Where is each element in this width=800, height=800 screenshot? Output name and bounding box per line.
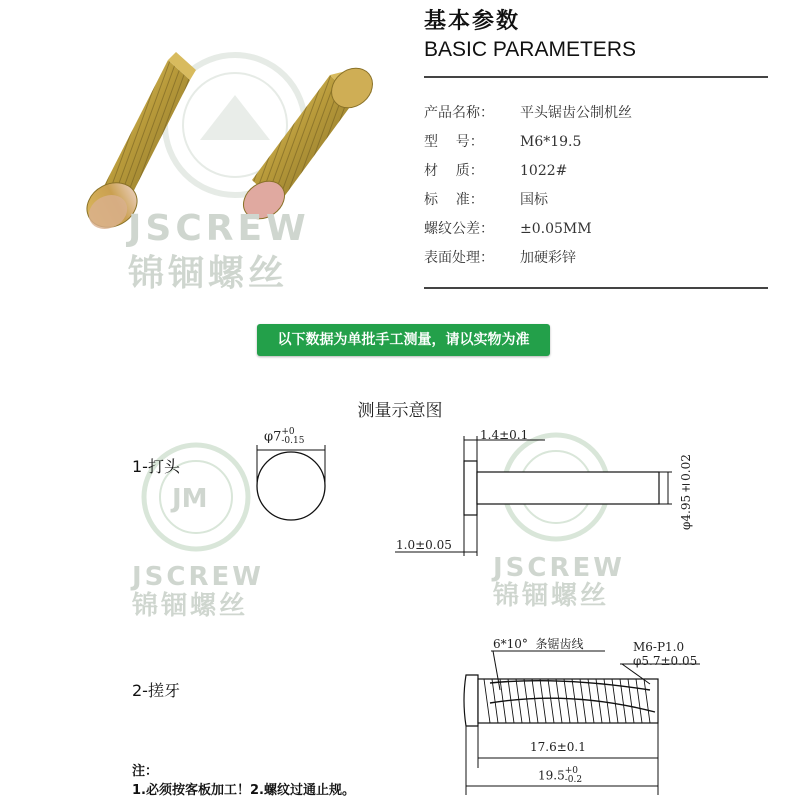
param-row-name [424,102,632,124]
param-value: M6*19.5 [520,134,582,150]
step-2-label: 2-搓牙 [132,681,180,700]
param-label: 产品名称： [424,105,494,121]
product-photo [79,52,380,294]
shank-diameter-dim: φ4.95±0.02 [679,454,693,530]
photo-watermark-en: JSCREW [128,208,310,249]
head-offset-dim: 1.0±0.05 [396,538,452,552]
wm-logo-letters: JM [172,484,208,514]
diagram-title: 测量示意图 [357,401,443,421]
total-length-dim [538,767,582,785]
param-value: ±0.05MM [520,221,592,237]
section-title-cn: 基本参数 [424,9,521,34]
total-length-main: 19.5 [538,768,565,783]
param-value: 平头锯齿公制机丝 [520,105,632,121]
photo-watermark-cn: 锦锢螺丝 [128,253,289,294]
param-label: 表面处理： [424,250,494,266]
section-title-en: BASIC PARAMETERS [424,38,636,61]
head-diameter-dim [264,428,304,446]
param-label: 型 号： [424,134,484,150]
thread-spec: M6-P1.0 [633,640,685,654]
head-dia-main: φ7 [264,429,282,445]
diagram-watermark-en-right: JSCREW [493,553,625,583]
param-row-model [424,131,581,153]
notes-heading: 注： [132,764,159,779]
header-divider [424,76,768,78]
param-row-surface [424,247,576,269]
diagram-watermark-right [491,435,625,611]
param-label: 螺纹公差： [424,221,494,237]
measurement-notice-banner: 以下数据为单批手工测量，请以实物为准 [257,324,550,356]
head-view [257,445,325,520]
param-label: 标 准： [424,192,484,208]
total-length-upper: +0 [564,766,578,776]
serration-dim [493,635,584,652]
param-value: 加硬彩锌 [520,250,576,266]
diagram-watermark-cn-left: 锦锢螺丝 [132,591,249,621]
head-dia-upper: +0 [281,427,295,437]
param-row-tolerance [424,218,592,240]
diagram-watermark-en-left: JSCREW [132,562,264,592]
params-divider [424,287,768,289]
thread-length-dim: 17.6±0.1 [530,740,586,754]
serration-desc: 条锯齿线 [535,637,584,651]
notes-text: 1.必须按客板加工！2.螺纹过通止规。 [132,783,355,798]
param-value: 1022# [520,163,568,179]
param-label: 材 质： [424,163,484,179]
total-length-lower: -0.2 [564,775,583,785]
diagram-watermark-cn-right: 锦锢螺丝 [493,581,610,611]
param-row-standard [424,189,548,211]
serration-spec: 6*10° [493,637,528,651]
param-value: 国标 [520,192,548,208]
param-row-material [424,160,567,182]
step-1-label: 1-打头 [132,457,180,476]
head-dia-lower: -0.15 [281,436,305,446]
head-thickness-dim: 1.4±0.1 [480,428,529,442]
thread-spec-dim [633,640,697,668]
screw-right [236,60,380,226]
thread-diameter: φ5.7±0.05 [633,654,698,668]
